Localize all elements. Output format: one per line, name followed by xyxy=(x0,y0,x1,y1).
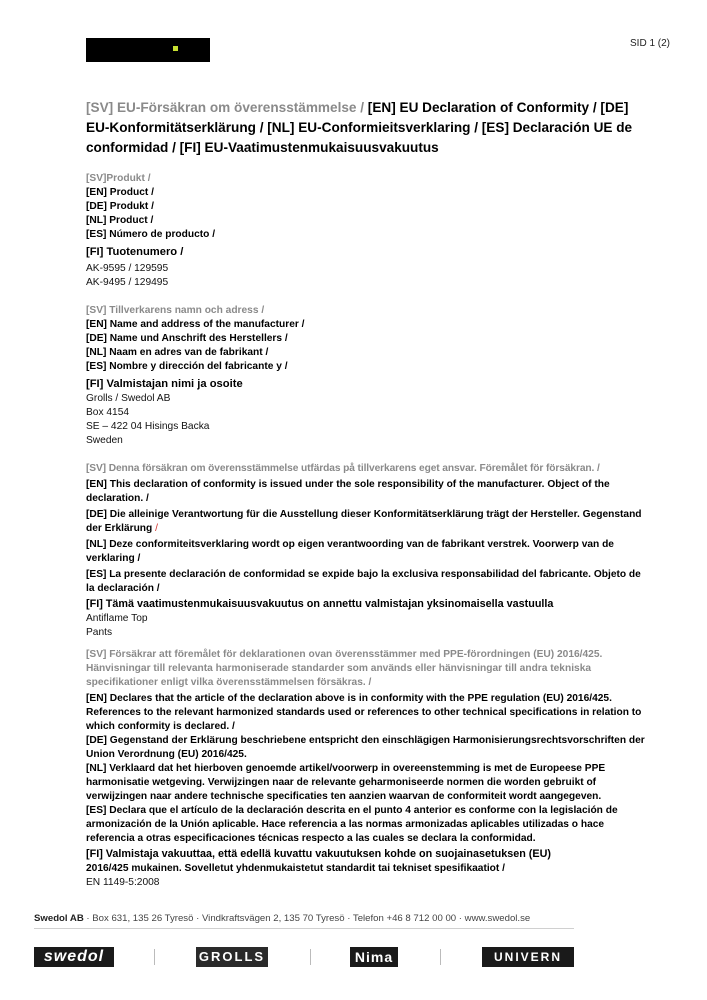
conformity-nl: [NL] Verklaard dat het hierboven genoemde artikel/voorwerp in overeenstemming is met de Europeese PPE harmonisatie wetgeving. Verwijzingen naar de relevante geharmoniseerde normen die worden gebruikt of verwijzingen naar andere technische specificaties ten aanzien waarvan de conformiteit wordt aangegeven. xyxy=(86,763,606,802)
conformity-fi-2: 2016/425 mukainen. Sovelletut yhdenmukaistetut standardit tai tekniset spesifikaatiot / xyxy=(86,863,505,874)
product-label-en: [EN] Product / xyxy=(86,187,154,198)
manufacturer-label-es: [ES] Nombre y dirección del fabricante y / xyxy=(86,361,288,372)
brand-separator xyxy=(154,949,155,965)
responsibility-fi: [FI] Tämä vaatimustenmukaisuusvakuutus on annettu valmistajan yksinomaisella vastuulla xyxy=(86,598,554,610)
conformity-fi: [FI] Valmistaja vakuuttaa, että edellä kuvattu vakuutuksen kohde on suojainasetuksen (EU) xyxy=(86,848,551,860)
brand-logo-univern: UNIVERN xyxy=(482,947,574,967)
manufacturer-section xyxy=(86,304,646,448)
responsibility-section xyxy=(86,462,646,640)
responsibility-de-text: [DE] Die alleinige Verantwortung für die Ausstellung dieser Konformitätserklärung trägt der Hersteller. Gegenstand der Erklärung xyxy=(86,509,642,534)
brand-logo-grolls: GROLLS xyxy=(196,947,268,967)
logo-accent xyxy=(173,46,178,51)
page-number: SID 1 (2) xyxy=(630,38,671,49)
address-line-3: SE – 422 04 Hisings Backa xyxy=(86,421,210,432)
product-label-es: [ES] Número de producto / xyxy=(86,229,216,240)
title-rest: [EN] EU Declaration of Conformity / [DE] EU-Konformitätserklärung / [NL] EU-Conformieitsverklaring / [ES] Declaración UE de conformidad / [FI] EU-Vaatimustenmukaisuusvakuutus xyxy=(86,100,633,155)
product-value-1: AK-9595 / 129595 xyxy=(86,263,169,274)
footer-contact xyxy=(34,913,530,924)
manufacturer-label-sv: [SV] Tillverkarens namn och adress / xyxy=(86,305,265,316)
conformity-de: [DE] Gegenstand der Erklärung beschriebene entspricht den einschlägigen Harmonisierungsrechtsvorschriften der Union Verordnung (EU) 2016/425. xyxy=(86,735,645,760)
product-label-fi: [FI] Tuotenumero / xyxy=(86,246,184,258)
company-logo xyxy=(86,38,210,62)
title-sv: [SV] EU-Försäkran om överensstämmelse / xyxy=(86,100,365,115)
responsibility-es: [ES] La presente declaración de conformidad se expide bajo la exclusiva responsabilidad del fabricante. Objeto de la declaración / xyxy=(86,569,641,594)
brand-separator xyxy=(310,949,311,965)
brand-logo-swedol: swedol xyxy=(34,947,114,967)
object-1: Antiflame Top xyxy=(86,613,148,624)
conformity-sv: [SV] Försäkrar att föremålet för deklarationen ovan överensstämmer med PPE-förordningen (EU) 2016/425. Hänvisningar till relevanta harmoniserade standarder som används eller hänvisningar till andra tekniska specifikationer enligt vilka överensstämmelsen försäkras. / xyxy=(86,649,603,688)
product-value-2: AK-9495 / 129495 xyxy=(86,277,169,288)
product-label-nl: [NL] Product / xyxy=(86,215,154,226)
manufacturer-label-fi: [FI] Valmistajan nimi ja osoite xyxy=(86,378,243,390)
address-line-4: Sweden xyxy=(86,435,123,446)
responsibility-de xyxy=(86,508,646,536)
brand-logo-nima: Nima xyxy=(350,947,398,967)
document-title xyxy=(86,98,646,158)
product-label-de: [DE] Produkt / xyxy=(86,201,154,212)
conformity-section xyxy=(86,648,646,890)
brand-separator xyxy=(440,949,441,965)
responsibility-sv: [SV] Denna försäkran om överensstämmelse utfärdas på tillverkarens eget ansvar. Föremålet för försäkran. / xyxy=(86,463,600,474)
responsibility-de-slash: / xyxy=(152,523,158,534)
footer-divider xyxy=(34,928,574,929)
product-label-sv: [SV]Produkt / xyxy=(86,173,151,184)
product-section xyxy=(86,172,646,290)
conformity-es: [ES] Declara que el artículo de la declaración descrita en el punto 4 anterior es conforme con la legislación de armonización de la Unión aplicable. Hace referencia a las normas armonizadas aplicables utilizadas o hace referencia a otras especificaciones técnicas respecto a las cuales se declara la conformidad. xyxy=(86,805,618,844)
address-line-2: Box 4154 xyxy=(86,407,130,418)
address-line-1: Grolls / Swedol AB xyxy=(86,393,171,404)
manufacturer-label-nl: [NL] Naam en adres van de fabrikant / xyxy=(86,347,269,358)
manufacturer-label-en: [EN] Name and address of the manufacturer / xyxy=(86,319,305,330)
conformity-en: [EN] Declares that the article of the declaration above is in conformity with the PPE regulation (EU) 2016/425. References to the relevant harmonized standards used or references to other technical specifications in relation to which conformity is declared. / xyxy=(86,693,642,732)
manufacturer-label-de: [DE] Name und Anschrift des Herstellers / xyxy=(86,333,288,344)
footer-company: Swedol AB xyxy=(34,913,84,924)
standard-value: EN 1149-5:2008 xyxy=(86,877,160,888)
responsibility-en: [EN] This declaration of conformity is issued under the sole responsibility of the manufacturer. Object of the declaration. / xyxy=(86,479,610,504)
footer-details: · Box 631, 135 26 Tyresö · Vindkraftsvägen 2, 135 70 Tyresö · Telefon +46 8 712 00 00 · www.swedol.se xyxy=(83,913,531,924)
responsibility-nl: [NL] Deze conformiteitsverklaring wordt op eigen verantwoording van de fabrikant verstrek. Voorwerp van de verklaring / xyxy=(86,539,614,564)
object-2: Pants xyxy=(86,627,113,638)
